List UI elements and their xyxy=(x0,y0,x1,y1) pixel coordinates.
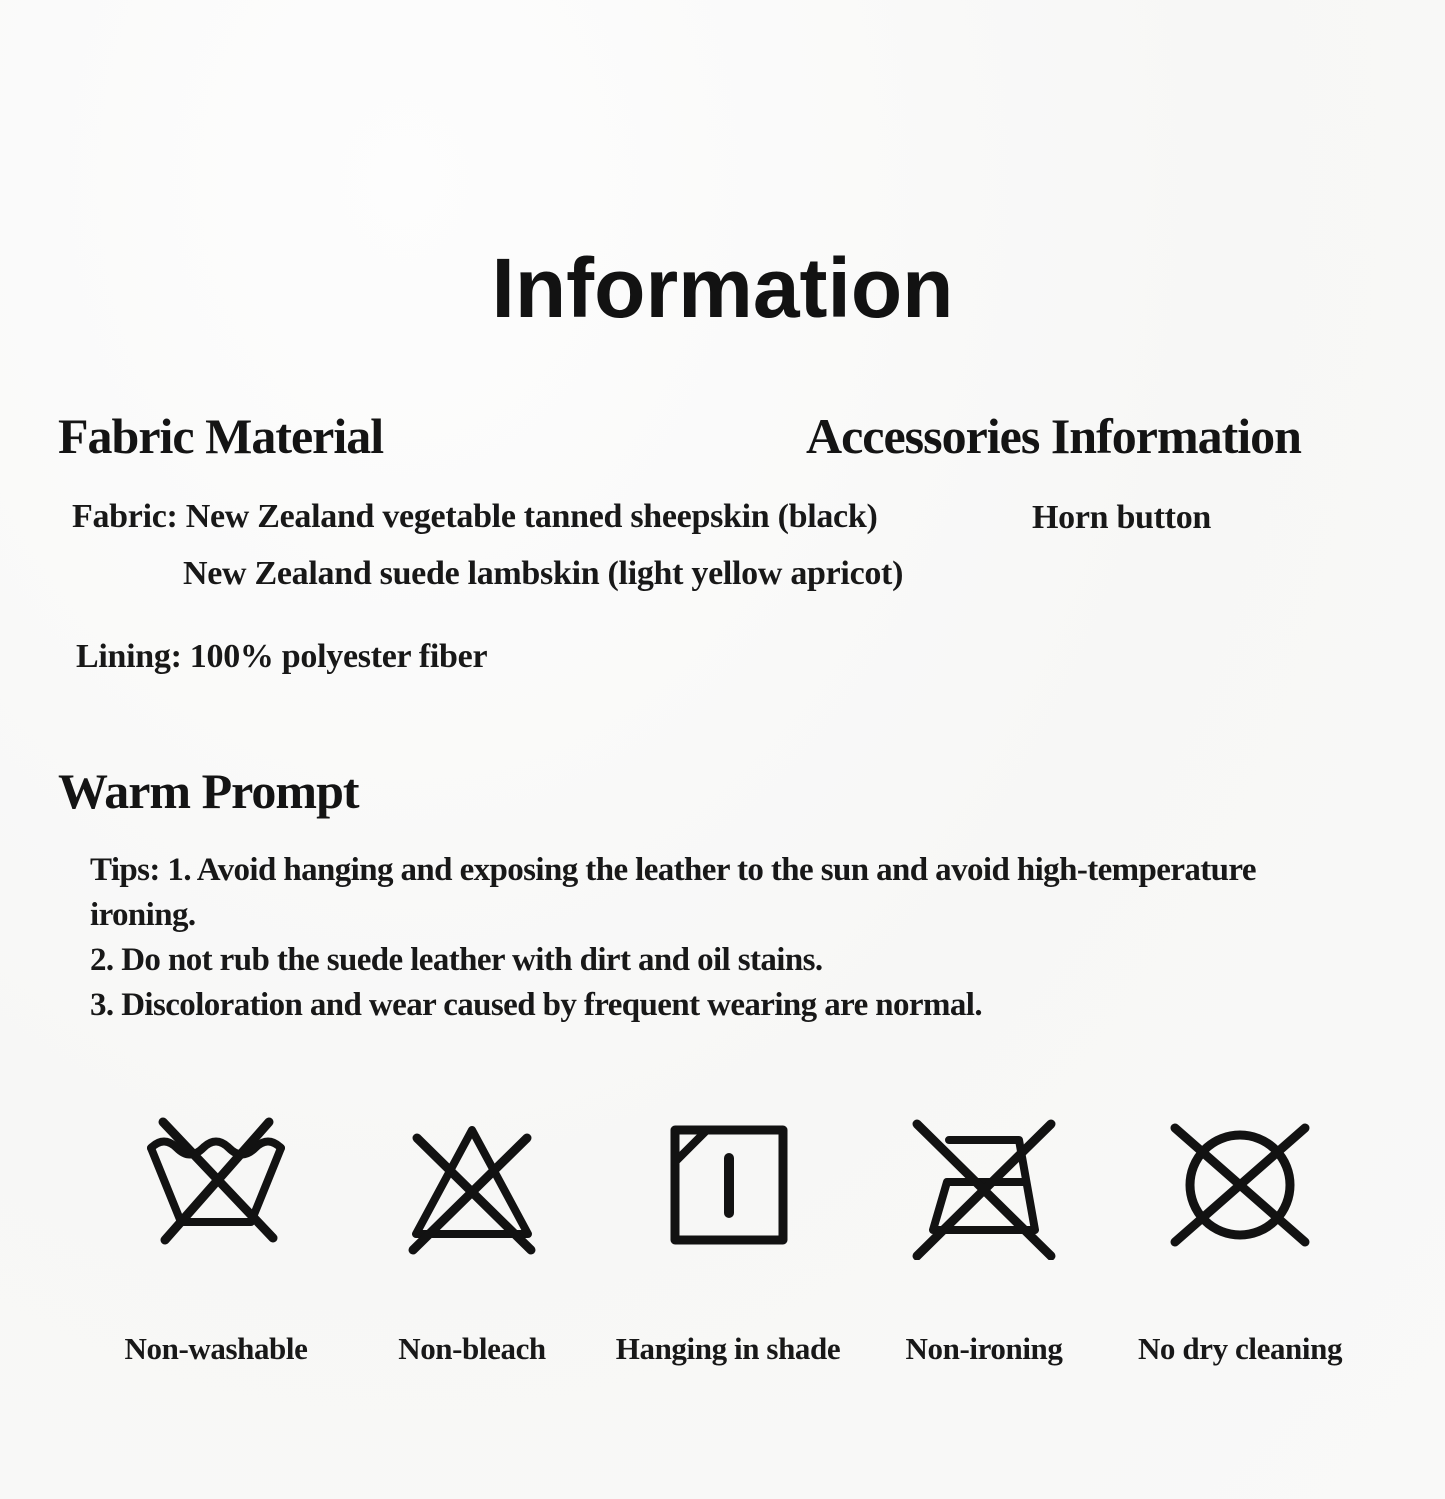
care-symbol-non-ironing xyxy=(856,1110,1112,1366)
care-label: Non-bleach xyxy=(398,1331,546,1366)
tip-line-2: ironing. xyxy=(90,897,196,933)
tip-line-4: 3. Discoloration and wear caused by frequent wearing are normal. xyxy=(90,987,982,1023)
no-wash-icon xyxy=(141,1110,291,1260)
tip-line-3: 2. Do not rub the suede leather with dirt and oil stains. xyxy=(90,942,823,978)
warm-prompt-heading: Warm Prompt xyxy=(58,763,359,819)
care-label: Hanging in shade xyxy=(615,1331,841,1366)
fabric-line-2: New Zealand suede lambskin (light yellow apricot) xyxy=(183,555,904,592)
no-bleach-icon xyxy=(397,1110,547,1260)
no-dry-clean-icon xyxy=(1165,1110,1315,1260)
drip-dry-shade-icon xyxy=(653,1110,803,1260)
tip-line-1: Tips: 1. Avoid hanging and exposing the leather to the sun and avoid high-temperature xyxy=(90,852,1256,888)
lining-line: Lining: 100% polyester fiber xyxy=(76,638,488,675)
care-label: Non-ironing xyxy=(905,1331,1063,1366)
care-symbols-row xyxy=(88,1110,1368,1366)
care-label: No dry cleaning xyxy=(1137,1331,1343,1366)
care-symbol-no-dry-cleaning xyxy=(1112,1110,1368,1366)
care-symbol-hanging-in-shade xyxy=(600,1110,856,1366)
care-label: Non-washable xyxy=(124,1331,308,1366)
page-title: Information xyxy=(491,241,954,335)
accessories-item: Horn button xyxy=(1032,499,1212,536)
care-symbol-non-bleach xyxy=(344,1110,600,1366)
accessories-information-heading: Accessories Information xyxy=(806,408,1301,464)
fabric-material-heading: Fabric Material xyxy=(58,408,384,464)
warm-prompt-tips xyxy=(90,848,1420,1028)
care-symbol-non-washable xyxy=(88,1110,344,1366)
no-iron-icon xyxy=(909,1110,1059,1260)
fabric-line-1: Fabric: New Zealand vegetable tanned sheepskin (black) xyxy=(72,498,878,535)
